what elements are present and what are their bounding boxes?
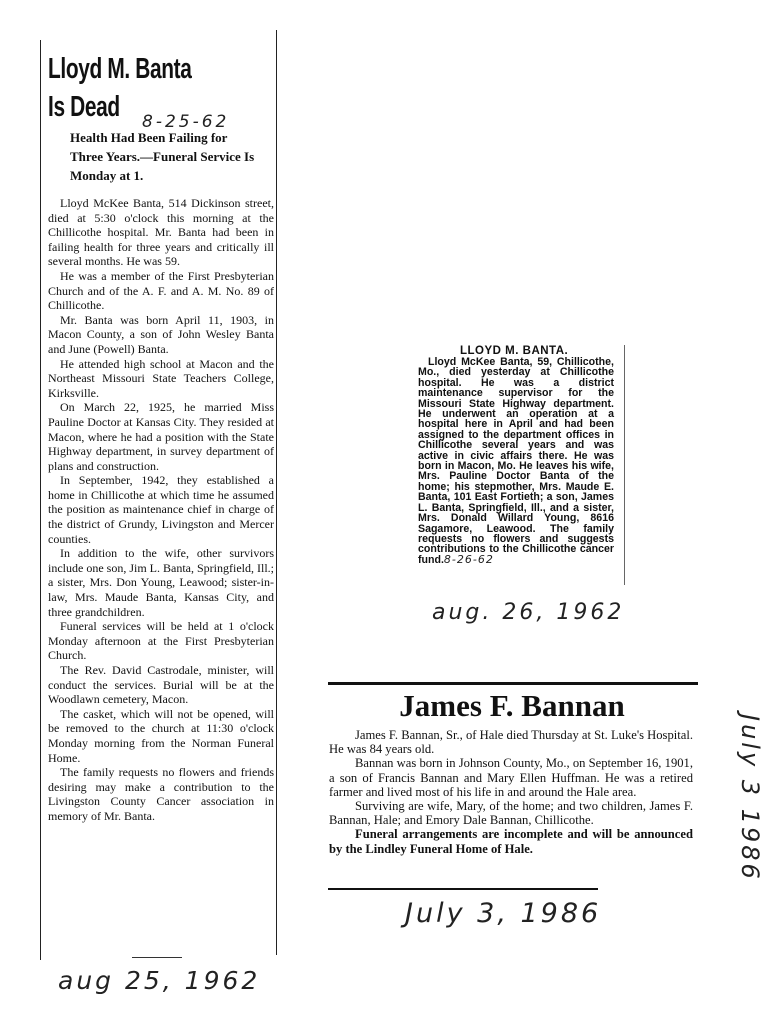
handwritten-date-banta-2: aug. 26, 1962 — [432, 600, 625, 625]
bannan-headline: James F. Bannan — [399, 688, 625, 723]
paragraph: He was a member of the First Presbyterian Church and of the A. F. and A. M. No. 89 of Chillicothe. — [48, 268, 274, 313]
paragraph: Lloyd McKee Banta, 514 Dickinson street, died at 5:30 o'clock this morning at the Chillicothe hospital. Mr. Banta had been in failing health for three years and critically ill several months. He was 59. — [48, 196, 274, 269]
banta-headline-line2: Is Dead — [48, 91, 120, 123]
paragraph: Mr. Banta was born April 11, 1903, in Macon County, a son of John Wesley Banta and June (Powell) Banta. — [48, 312, 274, 356]
handwritten-date-vertical: July 3 1986 — [736, 714, 764, 882]
clip2-rule — [624, 345, 625, 585]
paragraph: The casket, which will not be opened, will be removed to the church at 11:30 o'clock Monday morning from the Norman Funeral Home. — [48, 706, 274, 765]
paragraph: James F. Bannan, Sr., of Hale died Thursday at St. Luke's Hospital. He was 84 years old. — [329, 728, 693, 757]
paragraph: The Rev. David Castrodale, minister, will conduct the services. Burial will be at the Woodlawn cemetery, Macon. — [48, 663, 274, 707]
banta-headline-line1: Lloyd M. Banta — [48, 53, 192, 85]
banta-short-obituary — [418, 357, 614, 565]
paragraph: The family requests no flowers and friends desiring may make a contribution to the Livingston County Cancer association in memory of Mr. Banta. — [48, 765, 274, 823]
bannan-bottom-rule — [328, 888, 598, 890]
banta-obituary-body — [48, 196, 274, 824]
paragraph: Bannan was born in Johnson County, Mo., on September 16, 1901, a son of Francis Bannan and Mary Ellen Huffman. He was a retired farmer and lived most of his life in and around the Hale area. — [329, 756, 693, 799]
paragraph: Lloyd McKee Banta, 59, Chillicothe, Mo., died yesterday at Chillicothe hospital. He was a district maintenance supervisor for the Missouri State Highway department. He underwent an operation at a hospital here in April and had been assigned to the department offices in Chillicothe several years and was active in civic affairs there. He was born in Macon, Mo. He leaves his wife, Mrs. Pauline Doctor Banta of the home; his stepmother, Mrs. Maude E. Banta, 101 East Fortieth; a son, James L. Banta, Springfield, Ill., and a sister, Mrs. Donald Willard Young, 8616 Sagamore, Leawood. The family requests no flowers and suggests contributions to the Chillicothe cancer fund.8-26-62 — [418, 356, 614, 566]
banta-short-headline: LLOYD M. BANTA. — [460, 345, 569, 357]
paragraph: Funeral arrangements are incomplete and will be announced by the Lindley Funeral Home of Hale. — [329, 827, 693, 856]
end-rule — [132, 957, 182, 958]
column-rule-left — [40, 40, 41, 960]
bannan-top-rule — [328, 682, 698, 685]
paragraph: Funeral services will be held at 1 o'clock Monday afternoon at the First Presbyterian Church. — [48, 619, 274, 663]
paragraph: On March 22, 1925, he married Miss Pauline Doctor at Kansas City. They resided at Macon, where he had a position with the State Highway department, in survey department of plans and construction. — [48, 400, 274, 473]
column-rule-right — [276, 30, 277, 955]
handwritten-date-bannan: July 3, 1986 — [405, 898, 602, 929]
handwritten-inline-date: 8-26-62 — [443, 552, 494, 566]
banta-subhead: Health Had Been Failing for Three Years.—Funeral Service Is Monday at 1. — [70, 130, 255, 183]
paragraph: In September, 1942, they established a home in Chillicothe at which time he assumed the position as maintenance chief in charge of the district of Grundy, Livingston and Mercer counties. — [48, 473, 274, 546]
paragraph: Surviving are wife, Mary, of the home; and two children, James F. Bannan, Hale; and Emory Dale Bannan, Chillicothe. — [329, 799, 693, 828]
handwritten-date-banta-1: aug 25, 1962 — [58, 966, 261, 995]
paragraph: In addition to the wife, other survivors include one son, Jim L. Banta, Springfield, Ill.; a sister, Mrs. Don Young, Leawood; sister-in-law, Mrs. Maude Banta, Kansas City, and three grandchildren. — [48, 546, 274, 619]
paragraph: He attended high school at Macon and the Northeast Missouri State Teachers College, Kirksville. — [48, 356, 274, 400]
handwritten-date-headline: 8-25-62 — [142, 112, 230, 132]
bannan-obituary-body — [329, 728, 693, 856]
